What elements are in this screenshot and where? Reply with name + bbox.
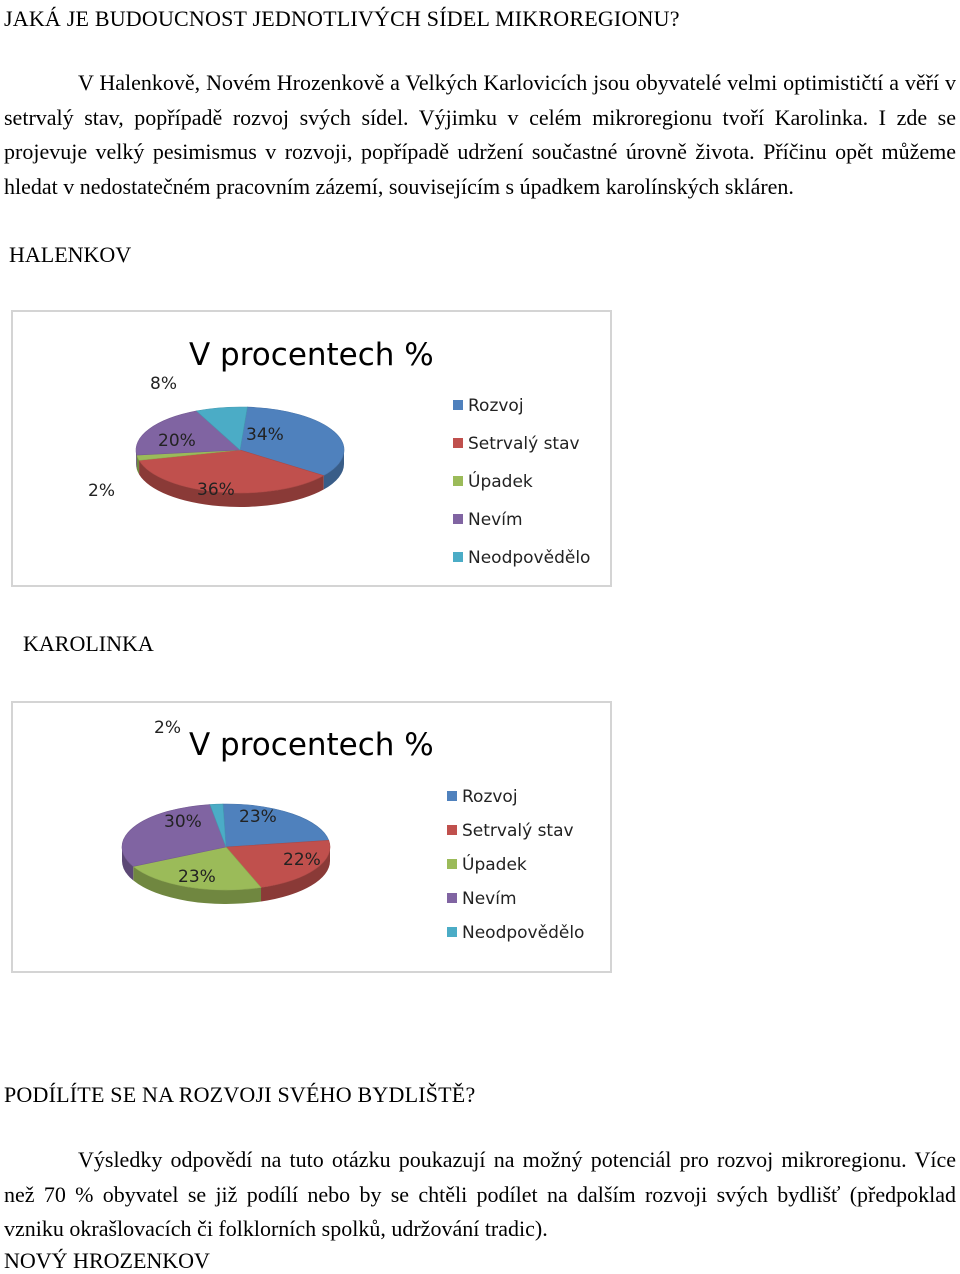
legend-label-upadek: Úpadek xyxy=(468,472,533,492)
legend-swatch-neodpovedelo xyxy=(447,927,457,937)
chart-karolinka xyxy=(11,701,612,973)
legend-label-upadek: Úpadek xyxy=(462,855,527,875)
legend-swatch-setrvaly xyxy=(447,825,457,835)
chart-karolinka-svg xyxy=(13,703,610,971)
label-karolinka: KAROLINKA xyxy=(23,631,154,656)
legend-swatch-upadek xyxy=(453,476,463,486)
legend-label-nevim: Nevím xyxy=(468,510,523,530)
label-halenkov: HALENKOV xyxy=(9,242,132,267)
paragraph-participation-text: Výsledky odpovědí na tuto otázku poukazují na možný potenciál pro rozvoj mikroregionu. Více než 70 % obyvatel se již podílí nebo by se chtěli podílet na dalším rozvoji svých bydlišť (předpoklad vzniku okrašlovacích či folklorních spolků, udržování tradic). xyxy=(4,1147,956,1241)
chart-halenkov-label-setrvaly: 36% xyxy=(197,480,235,500)
legend-swatch-upadek xyxy=(447,859,457,869)
chart-karolinka-label-upadek: 23% xyxy=(178,867,216,887)
chart-halenkov-label-neodpovedelo: 8% xyxy=(150,374,177,394)
paragraph-future xyxy=(4,66,956,204)
legend-swatch-rozvoj xyxy=(453,400,463,410)
legend-swatch-nevim xyxy=(447,893,457,903)
section-heading-participation: PODÍLÍTE SE NA ROZVOJI SVÉHO BYDLIŠTĚ? xyxy=(4,1082,476,1107)
legend-swatch-nevim xyxy=(453,514,463,524)
legend-label-neodpovedelo: Neodpovědělo xyxy=(462,923,585,943)
chart-halenkov xyxy=(11,310,612,587)
chart-halenkov-title: V procentech % xyxy=(189,337,434,373)
chart-karolinka-label-neodpovedelo: 2% xyxy=(154,718,181,738)
chart-karolinka-label-setrvaly: 22% xyxy=(283,850,321,870)
legend-swatch-rozvoj xyxy=(447,791,457,801)
legend-swatch-setrvaly xyxy=(453,438,463,448)
legend-label-nevim: Nevím xyxy=(462,889,517,909)
chart-karolinka-label-rozvoj: 23% xyxy=(239,807,277,827)
chart-halenkov-label-rozvoj: 34% xyxy=(246,425,284,445)
chart-karolinka-legend xyxy=(447,787,584,943)
chart-karolinka-slices xyxy=(122,804,330,890)
chart-halenkov-label-upadek: 2% xyxy=(88,481,115,501)
legend-label-rozvoj: Rozvoj xyxy=(468,396,524,416)
legend-label-setrvaly: Setrvalý stav xyxy=(468,434,580,454)
chart-karolinka-title: V procentech % xyxy=(189,727,434,763)
paragraph-participation xyxy=(4,1143,956,1247)
legend-label-neodpovedelo: Neodpovědělo xyxy=(468,548,591,568)
legend-label-setrvaly: Setrvalý stav xyxy=(462,821,574,841)
chart-halenkov-legend xyxy=(453,396,590,568)
chart-karolinka-label-nevim: 30% xyxy=(164,812,202,832)
chart-halenkov-svg xyxy=(13,312,610,585)
paragraph-future-text: V Halenkově, Novém Hrozenkově a Velkých Karlovicích jsou obyvatelé velmi optimističtí a věří v setrvalý stav, popřípadě rozvoj svých sídel. Výjimku v celém mikroregionu tvoří Karolinka. I zde se projevuje velký pesimismus v rozvoji, popřípadě udržení součastné úrovně života. Příčinu opět můžeme hledat v nedostatečném pracovním zázemí, souvisejícím s úpadkem karolínských skláren. xyxy=(4,70,956,199)
section-heading-future: JAKÁ JE BUDOUCNOST JEDNOTLIVÝCH SÍDEL MIKROREGIONU? xyxy=(4,6,680,31)
legend-label-rozvoj: Rozvoj xyxy=(462,787,518,807)
label-novy-hrozenkov: NOVÝ HROZENKOV xyxy=(4,1248,210,1273)
chart-halenkov-label-nevim: 20% xyxy=(158,431,196,451)
legend-swatch-neodpovedelo xyxy=(453,552,463,562)
